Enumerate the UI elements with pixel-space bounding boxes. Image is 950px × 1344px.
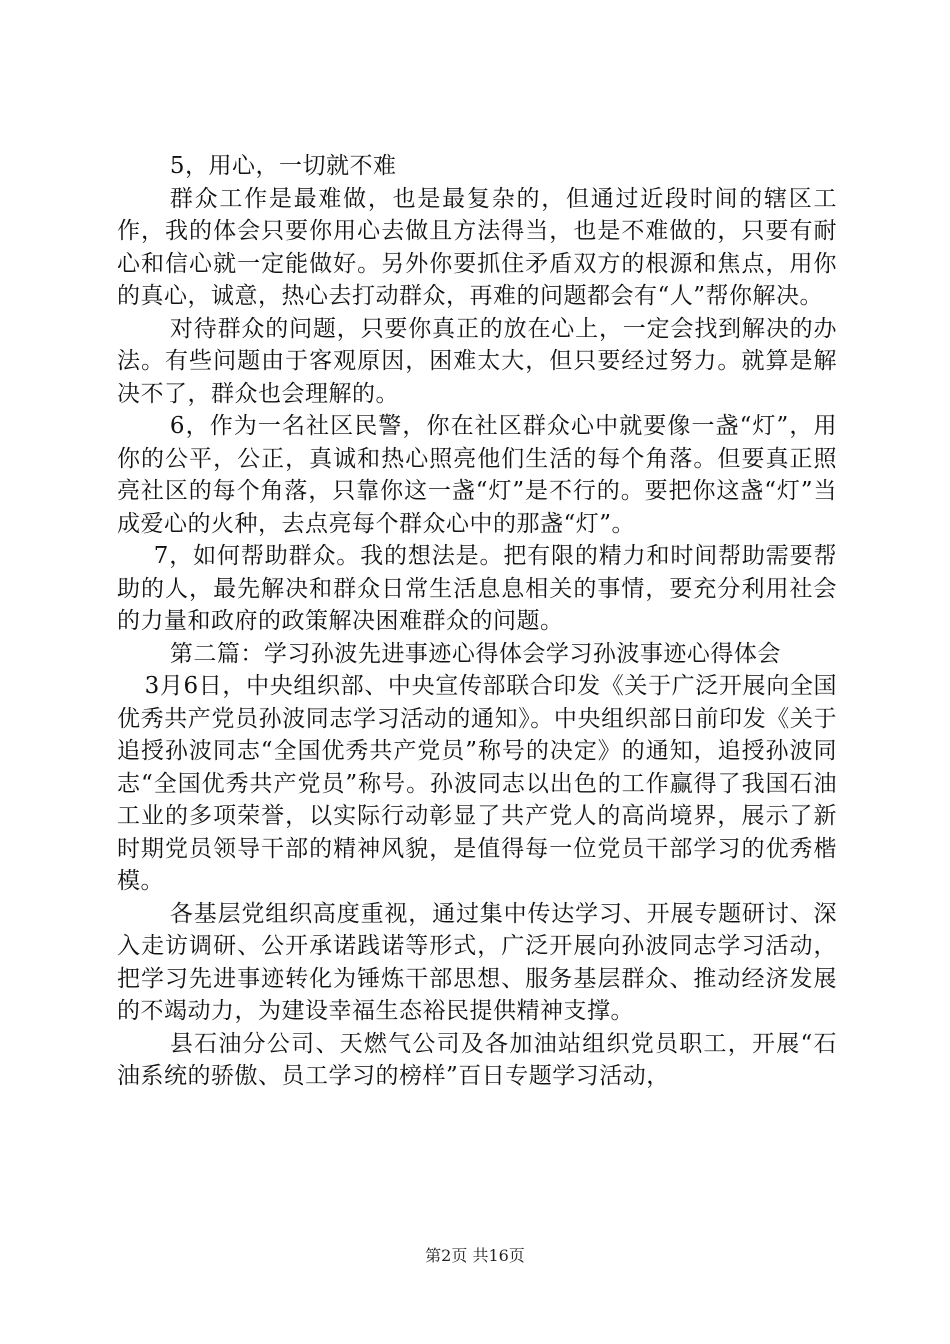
page-footer: 第2页 共16页 xyxy=(425,1246,525,1265)
paragraph-body: 县石油分公司、天燃气公司及各加油站组织党员职工，开展“石油系统的骄傲、员工学习的榜样”百日专题学习活动， xyxy=(117,1030,837,1089)
paragraph-body: 3月6日，中央组织部、中央宣传部联合印发《关于广泛开展向全国优秀共产党员孙波同志学习活动的通知》。中央组织部日前印发《关于追授孙波同志“全国优秀共产党员”称号的决定》的通知，追授孙波同志“全国优秀共产党员”称号。孙波同志以出色的工作赢得了我国石油工业的多项荣誉，以实际行动彰显了共产党人的高尚境界，展示了新时期党员领导干部的精神风貌，是值得每一位党员干部学习的优秀楷模。 xyxy=(117,673,837,894)
section-title: 第二篇：学习孙波先进事迹心得体会学习孙波事迹心得体会 xyxy=(169,640,781,667)
paragraph-item-6: 6，作为一名社区民警，你在社区群众心中就要像一盏“灯”，用你的公平，公正，真诚和热心照亮他们生活的每个角落。但要真正照亮社区的每个角落，只靠你这一盏“灯”是不行的。要把你这盏“灯”当成爱心的火种，去点亮每个群众心中的那盏“灯”。 xyxy=(117,413,837,537)
document-body xyxy=(117,150,837,1093)
paragraph-heading-5: 5，用心，一切就不难 xyxy=(169,153,397,179)
paragraph-body: 对待群众的问题，只要你真正的放在心上，一定会找到解决的办法。有些问题由于客观原因，困难太大，但只要经过努力。就算是解决不了，群众也会理解的。 xyxy=(117,315,837,407)
paragraph-item-7: 7，如何帮助群众。我的想法是。把有限的精力和时间帮助需要帮助的人，最先解决和群众日常生活息息相关的事情，要充分利用社会的力量和政府的政策解决困难群众的问题。 xyxy=(117,543,837,634)
paragraph-body: 群众工作是最难做，也是最复杂的，但通过近段时间的辖区工作，我的体会只要你用心去做且方法得当，也是不难做的，只要有耐心和信心就一定能做好。另外你要抓住矛盾双方的根源和焦点，用你的真心，诚意，热心去打动群众，再难的问题都会有“人”帮你解决。 xyxy=(117,185,837,309)
paragraph-body: 各基层党组织高度重视，通过集中传达学习、开展专题研讨、深入走访调研、公开承诺践诺等形式，广泛开展向孙波同志学习活动，把学习先进事迹转化为锤炼干部思想、服务基层群众、推动经济发展的不竭动力，为建设幸福生态裕民提供精神支撑。 xyxy=(117,900,837,1024)
